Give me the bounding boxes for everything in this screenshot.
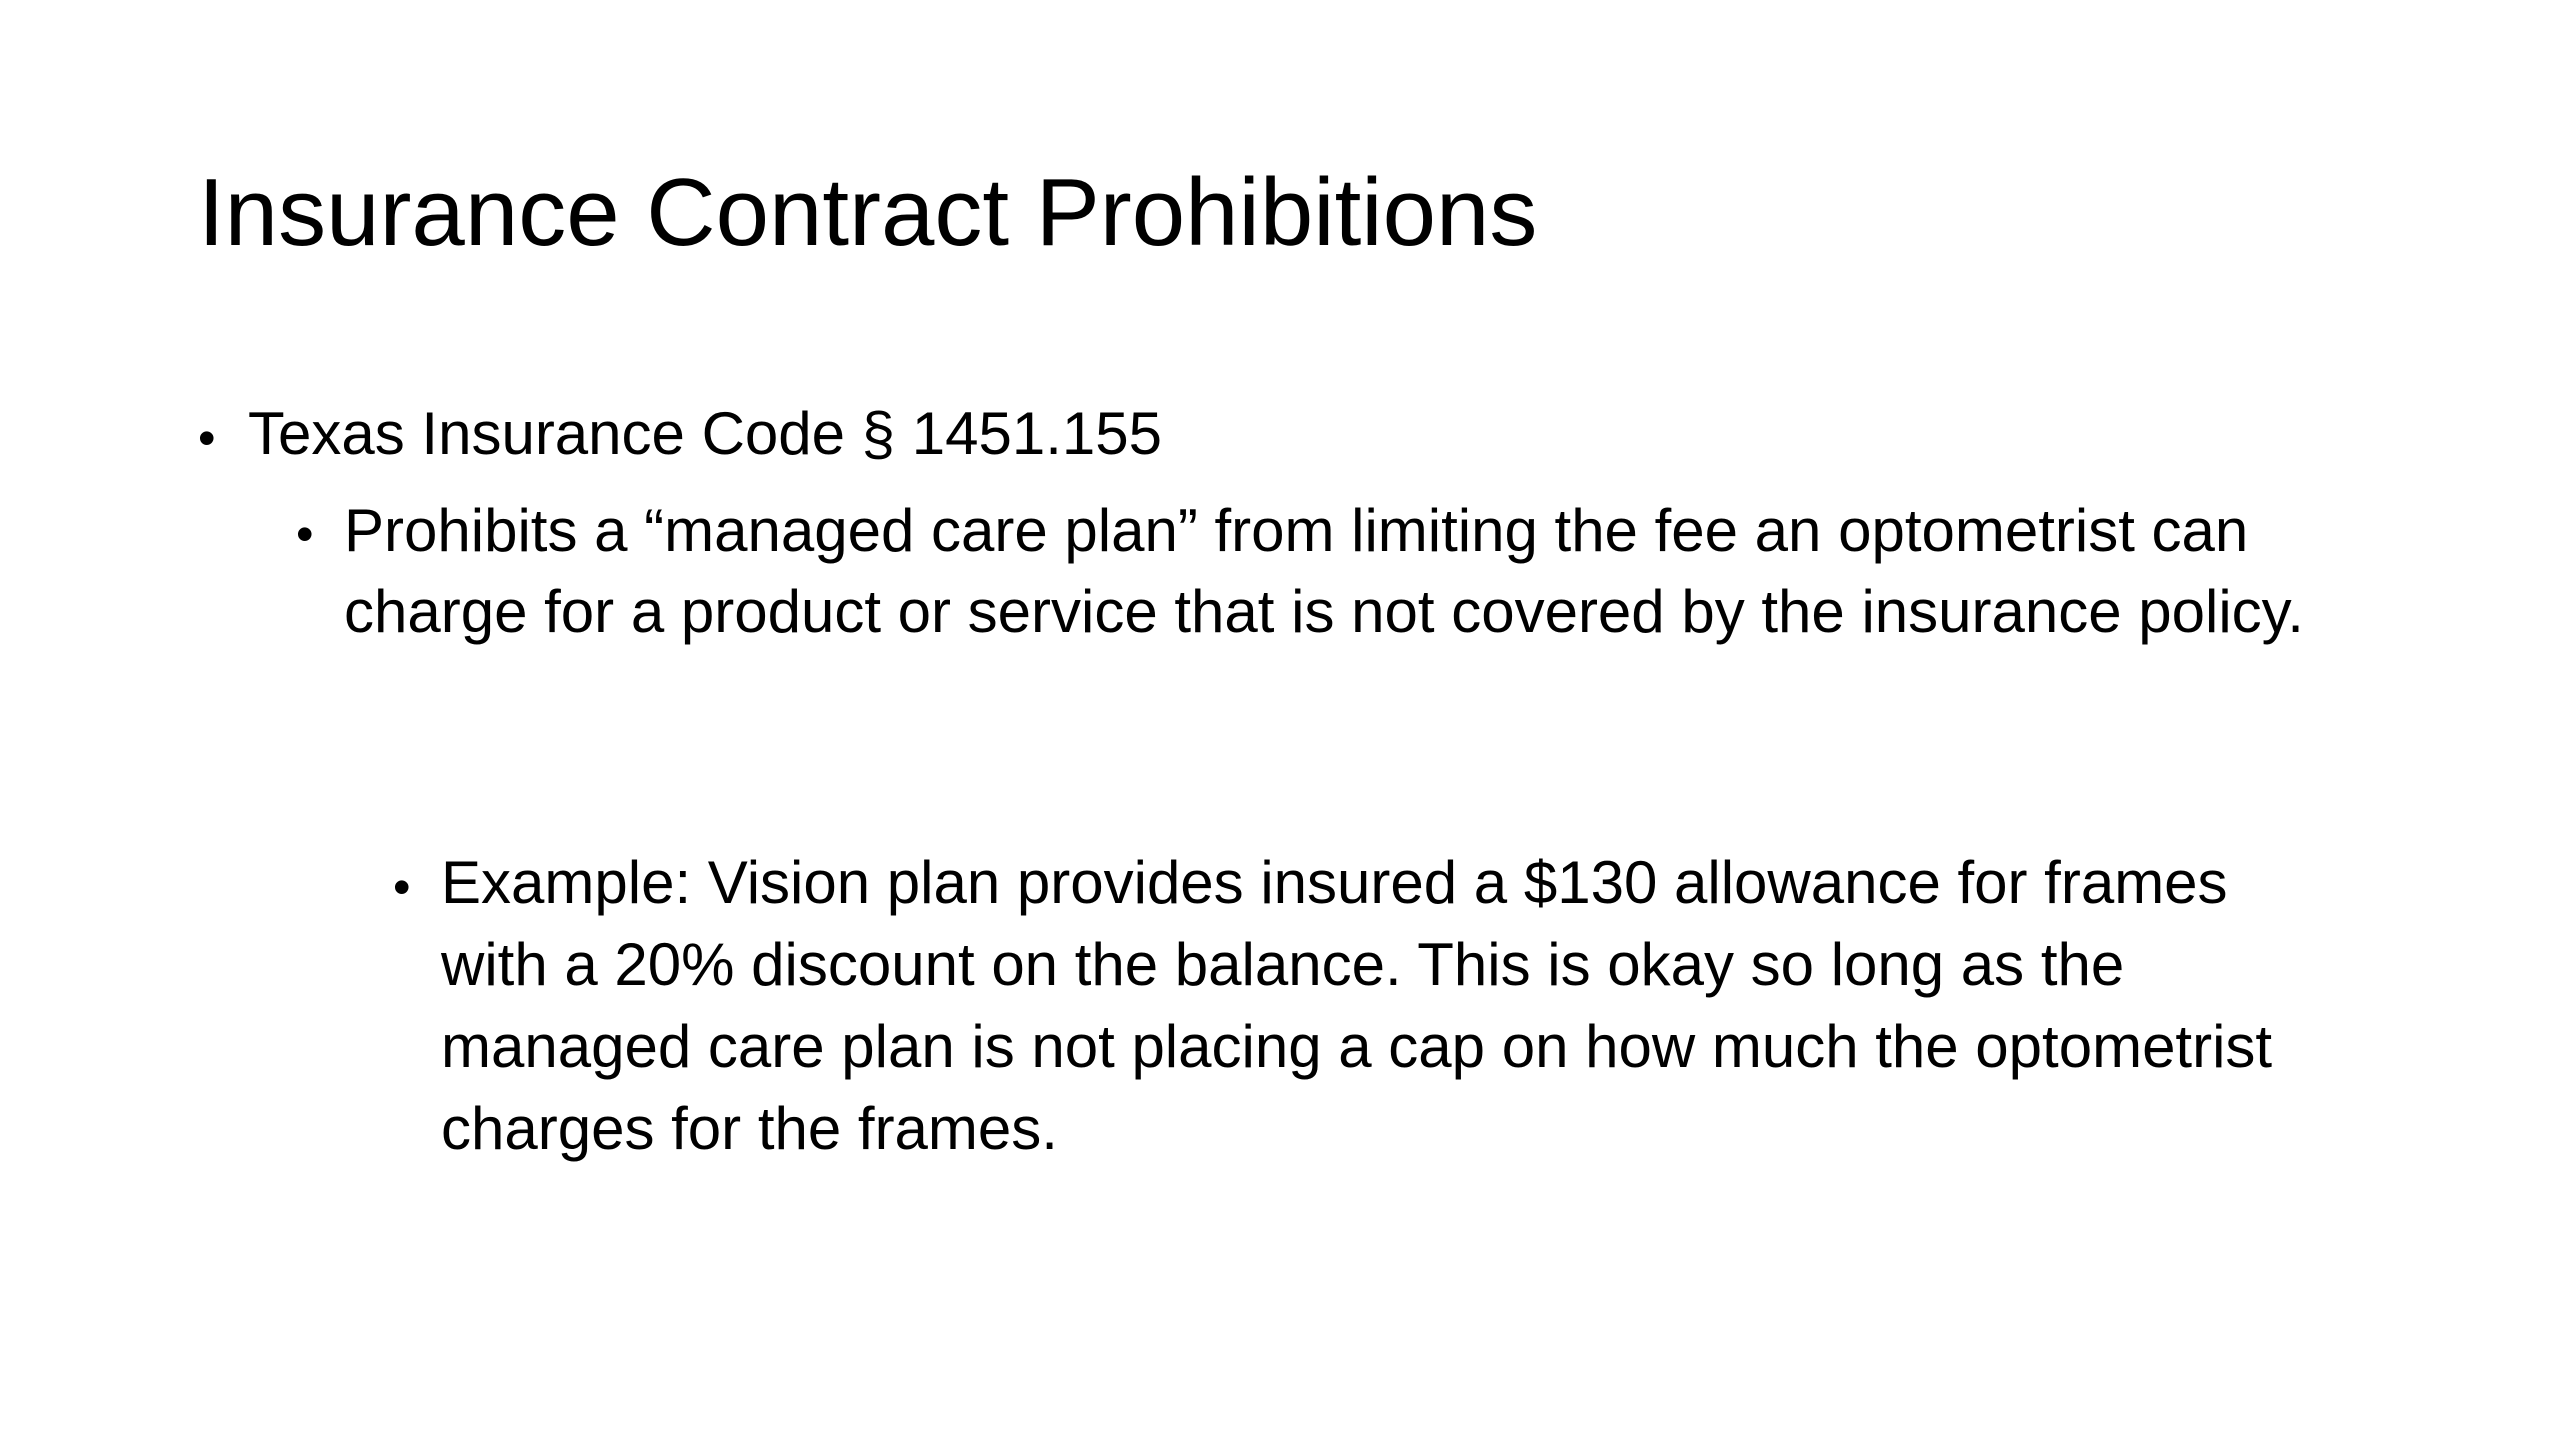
slide-title: Insurance Contract Prohibitions [198, 159, 1538, 266]
bullet-level-3 [393, 842, 2293, 1170]
bullet-marker: • [198, 410, 216, 466]
bullet-text-prohibition: Prohibits a “managed care plan” from limiting the fee an optometrist can charge for a product or service that is not covered by the insurance policy. [344, 497, 2304, 645]
bullet-level-2 [296, 490, 2396, 652]
bullet-text-code-reference: Texas Insurance Code § 1451.155 [248, 400, 1162, 467]
bullet-marker: • [296, 506, 314, 562]
bullet-text-example: Example: Vision plan provides insured a $130 allowance for frames with a 20% discount on the balance. This is okay so long as the managed care plan is not placing a cap on how much the optometrist charges for the frames. [441, 849, 2273, 1162]
bullet-marker: • [393, 859, 411, 915]
bullet-level-1 [198, 394, 2298, 474]
